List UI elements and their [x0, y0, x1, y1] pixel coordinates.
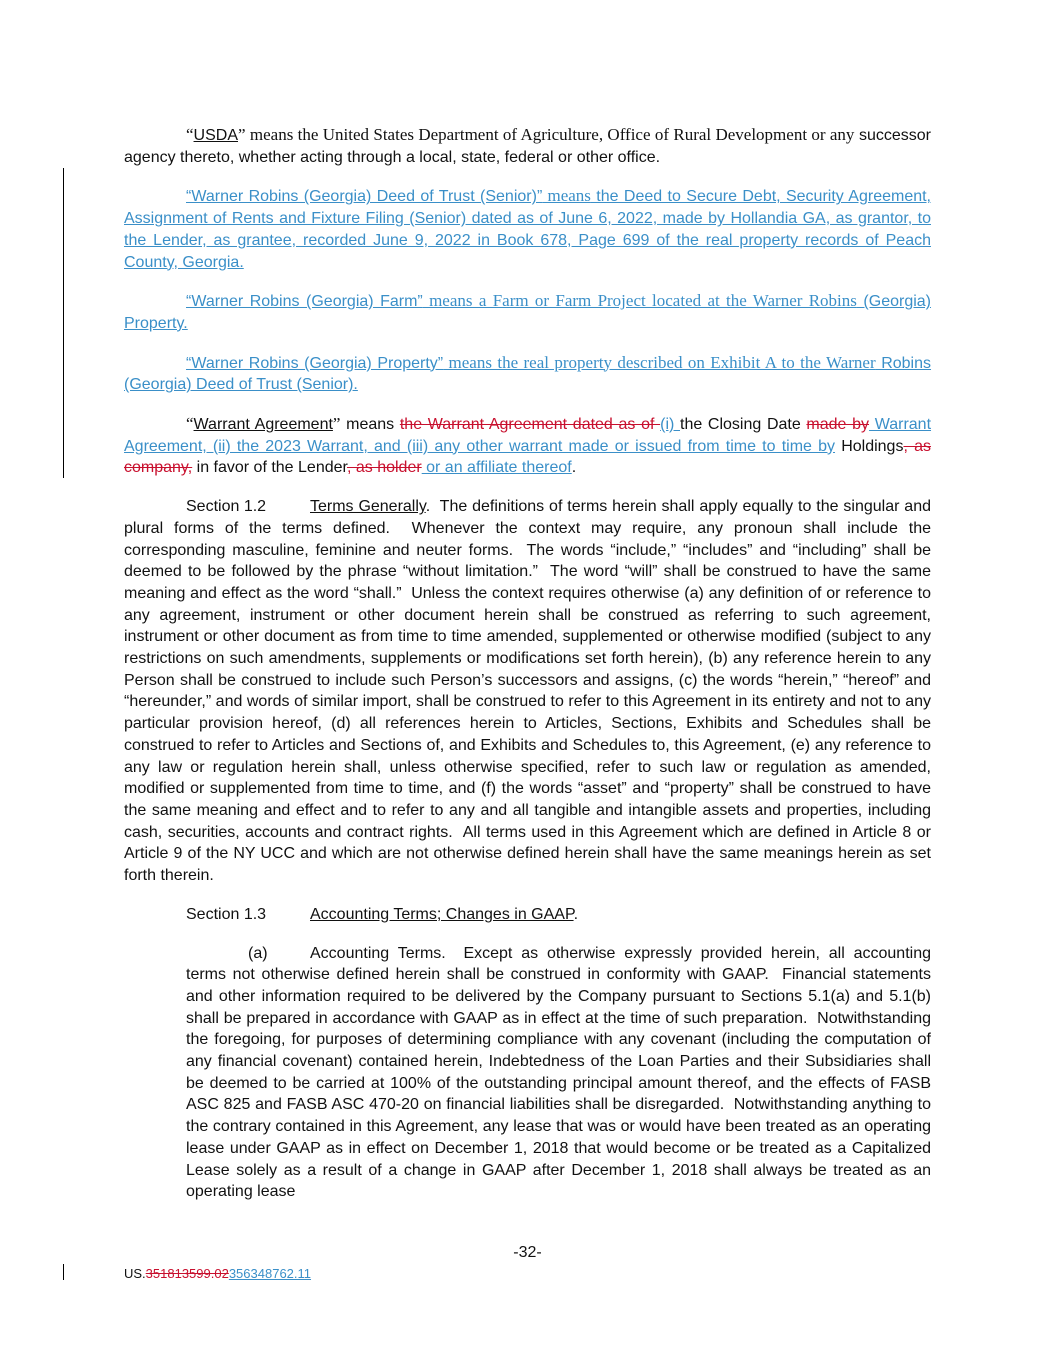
close-quote: ” [332, 414, 341, 434]
definition-rest: the Deed to Secure Debt, Security Agreement, Assignment of Rents and Fixture Filing (Senior) dated as of June 6, 2022, made by Hollandia GA, as grantor, to the Lender, as grantee, recorded June 9, 2022 in Book 678, Page 699 of the real property records of Peach County, Georgia. [124, 188, 932, 271]
definition-rest: successor agency thereto, whether acting through a local, state, federal or other office. [124, 127, 931, 166]
title-period: . [425, 498, 431, 516]
defined-term: “Warner Robins (Georgia) Property” [186, 354, 444, 372]
section-title: Terms Generally [310, 498, 426, 516]
text-run: in favor of the Lender [192, 459, 347, 477]
definition-rest: Robins (Georgia) Deed of Trust (Senior). [124, 354, 932, 394]
means-text: means a Farm or Farm Project located at the Warner Robins [422, 291, 857, 311]
means-text: means [542, 186, 591, 206]
definition-usda [124, 124, 931, 168]
means-text: means [340, 416, 400, 434]
section-1-3-a [186, 943, 936, 1203]
document-page [124, 124, 936, 1203]
insertion: or an affiliate thereof [421, 459, 572, 477]
page-number: -32- [513, 1244, 542, 1261]
deletion: made by [806, 416, 870, 434]
doc-id-deleted: 351813599.02 [145, 1266, 229, 1281]
section-1-2 [124, 496, 936, 887]
doc-id-inserted: 356348762.11 [228, 1266, 312, 1281]
text-run: the Closing Date [680, 416, 807, 434]
definition-rest: (Georgia) Property. [124, 293, 931, 332]
definition-warner-robins-property [124, 352, 931, 396]
open-quote: “ [186, 414, 194, 434]
change-bar [63, 1264, 64, 1280]
insertion: Warrant Agreement, (ii) the 2023 Warrant, and (iii) any other warrant made or issued from time to time by [124, 416, 932, 455]
open-quote: “ [186, 125, 194, 144]
subsection-label: (a) [248, 944, 268, 962]
section-number: Section 1.3 [186, 905, 267, 923]
text-run: . [571, 459, 577, 477]
defined-term: Warrant Agreement [193, 416, 333, 434]
defined-term: “Warner Robins (Georgia) Farm” [186, 293, 423, 311]
deletion: , as holder [346, 459, 422, 477]
means-text: means the real property described on Exhibit A to the Warner [443, 352, 876, 372]
document-id [124, 1266, 311, 1281]
text-run: Holdings [835, 437, 904, 455]
section-title: Accounting Terms; Changes in GAAP [310, 905, 574, 923]
defined-term: “Warner Robins (Georgia) Deed of Trust (Senior)” [186, 188, 543, 206]
change-bar [63, 168, 64, 478]
defined-term: USDA [193, 127, 238, 144]
definition-means [238, 125, 854, 144]
insertion: (i) [660, 416, 680, 434]
doc-id-prefix: US. [124, 1266, 146, 1281]
close-quote: ” [238, 125, 246, 144]
deletion: , as company, [124, 437, 931, 477]
section-body: The definitions of terms herein shall apply equally to the singular and plural forms of the terms defined. Whenever the context may require, any pronoun shall include the corresponding masculine, feminine and neuter forms. The words “include,” “includes” and “including” shall be deemed to be followed by the phrase “without limitation.” The word “will” shall be construed to have the same meaning and effect as the word “shall.” Unless the context requires otherwise (a) any definition of or reference to any agreement, instrument or other document herein shall be construed as referring to such agreement, instrument or other document as from time to time amended, supplemented or otherwise modified (subject to any restrictions on such amendments, supplements or modifications set forth herein), (b) any reference herein to any Person shall be construed to include such Person’s successors and assigns, (c) the words “herein,” “hereof” and “hereunder,” and words of similar import, shall be construed to refer to this Agreement in its entirety and not to any particular provision hereof, (d) all references herein to Articles, Sections, Exhibits and Schedules shall be construed to refer to Articles and Sections of, and Exhibits and Schedules to, this Agreement, (e) any reference to any law or regulation herein shall, unless otherwise specified, refer to such law or regulation as amended, modified or supplemented from time to time, and (f) the words “asset” and “property” shall be construed to have the same meaning and effect and to refer to any and all tangible and intangible assets and properties, including cash, securities, accounts and contract rights. All terms used in this Agreement which are defined in Article 8 or Article 9 of the NY UCC and which are not otherwise defined herein shall have the same meanings herein as set forth therein. [124, 498, 936, 885]
section-number: Section 1.2 [186, 498, 267, 516]
definition-warner-robins-farm [124, 290, 931, 334]
definition-warrant-agreement [124, 413, 931, 479]
deletion: the Warrant Agreement dated as of [399, 416, 661, 434]
section-1-3-heading [124, 904, 931, 926]
title-period: . [573, 905, 579, 923]
means-text: means the United States Department of Agriculture, Office of Rural Development or any [245, 125, 855, 144]
definition-warner-robins-deed [124, 185, 931, 273]
subsection-body: Accounting Terms. Except as otherwise expressly provided herein, all accounting terms not otherwise defined herein shall be construed in conformity with GAAP. Financial statements and other information required to be delivered by the Company pursuant to Sections 5.1(a) and 5.1(b) shall be prepared in accordance with GAAP as in effect at the time of such preparation. Notwithstanding the foregoing, for purposes of determining compliance with any covenant (including the computation of any financial covenant) contained herein, Indebtedness of the Loan Parties and their Subsidiaries shall be deemed to be carried at 100% of the outstanding principal amount thereof, and the effects of FASB ASC 825 and FASB ASC 470-20 on financial liabilities shall be disregarded. Notwithstanding anything to the contrary contained in this Agreement, any lease that was or would have been treated as an operating lease under GAAP as in effect on December 1, 2018 that would become or be treated as a Capitalized Lease solely as a result of a change in GAAP after December 1, 2018 shall always be treated as an operating lease [186, 944, 936, 1201]
